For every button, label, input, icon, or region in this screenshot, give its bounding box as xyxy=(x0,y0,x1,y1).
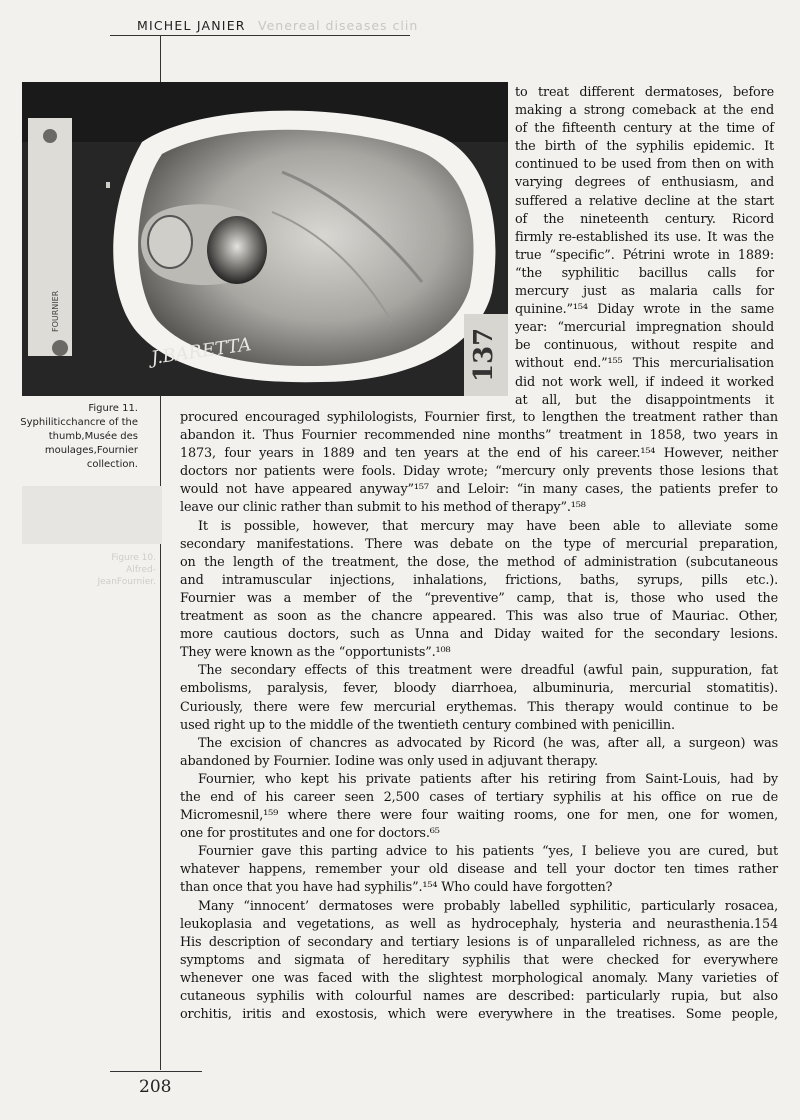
wide-text-line: Micromesnil,¹⁵⁹ where there were four waiting rooms, one for men, one for women, xyxy=(180,808,778,824)
artist-signature: J.BARETTA xyxy=(149,334,253,369)
wide-text-line: Fournier was a member of the “preventive” camp, that is, those who used the xyxy=(180,590,778,606)
wide-text-line: would not have appeared anyway”¹⁵⁷ and Leloir: “in many cases, the patients prefer to xyxy=(180,482,778,498)
narrow-text-line: “the syphilitic bacillus calls for xyxy=(515,265,774,281)
paragraph xyxy=(180,735,778,771)
narrow-text-line: quinine.”¹⁵⁴ Diday wrote in the same xyxy=(515,302,774,318)
wide-text-line: symptoms and sigmata of hereditary syphilis that were checked for everywhere xyxy=(180,952,778,968)
caption-line: Musée des moulages, xyxy=(44,431,138,456)
wide-text-line: one for prostitutes and one for doctors.⁶⁵ xyxy=(180,826,440,842)
narrow-text-line: the birth of the syphilis epidemic. It xyxy=(515,139,774,155)
wide-text-line: used right up to the middle of the twentieth century combined with penicillin. xyxy=(180,717,675,733)
paragraph xyxy=(180,771,778,843)
wide-text-line: whatever happens, remember your old disease and tell your doctor ten times rather xyxy=(180,862,778,878)
paragraph xyxy=(180,662,778,734)
wide-text-line: Many “innocent’ dermatoses were probably labelled syphilitic, particularly rosacea, xyxy=(198,898,778,914)
figure-caption xyxy=(20,402,138,472)
wide-text-line: Curiously, there were few mercurial erythemas. This therapy would continue to be xyxy=(180,699,778,715)
body-text-narrow-column xyxy=(515,84,774,410)
wide-text-line: leave our clinic rather than submit to his method of therapy”.¹⁵⁸ xyxy=(180,500,586,516)
wide-text-line: treatment as soon as the chancre appeared. This was also true of Mauriac. Other, xyxy=(180,609,778,625)
narrow-text-line: continued to be used from then on with xyxy=(515,157,774,173)
running-head: MICHEL JANIER xyxy=(137,18,246,33)
narrow-text-line: of the nineteenth century. Ricord xyxy=(515,211,774,227)
ghost-caption-line: Fournier. xyxy=(116,577,156,587)
wide-text-line: leukoplasia and vegetations, as well as hydrocephaly, hysteria and neurasthenia.154 xyxy=(180,916,778,932)
body-text-wide-column xyxy=(180,409,778,1024)
caption-line: Figure 11. Syphilitic xyxy=(20,403,138,428)
narrow-text-line: true “specific”. Pétrini wrote in 1889: xyxy=(515,247,774,263)
wide-text-line: They were known as the “opportunists”.¹⁰⁸ xyxy=(180,645,451,661)
ghost-running-head: Venereal diseases clin xyxy=(258,18,419,33)
narrow-text-line: varying degrees of enthusiasm, and xyxy=(515,175,774,191)
wide-text-line: Fournier gave this parting advice to his patients “yes, I believe you are cured, but xyxy=(198,844,778,860)
wide-text-line: Fournier, who kept his private patients after his retiring from Saint-Louis, had by xyxy=(198,771,778,787)
wide-text-line: secondary manifestations. There was debate on the type of mercurial preparation, xyxy=(180,536,778,552)
wide-text-line: orchitis, iritis and exostosis, which were everywhere in the treatises. Some people, xyxy=(180,1007,778,1023)
chancre-lesion xyxy=(207,216,267,284)
narrow-text-line: suffered a relative decline at the start xyxy=(515,193,774,209)
wide-text-line: His description of secondary and tertiary lesions is of unparalleled richness, as are the xyxy=(180,934,778,950)
wide-text-line: abandon it. Thus Fournier recommended nine months” treatment in 1858, two years in xyxy=(180,428,778,444)
paragraph xyxy=(180,843,778,897)
bleed-through-caption xyxy=(90,552,156,588)
museum-label xyxy=(28,118,72,356)
narrow-text-line: year: “mercurial impregnation should xyxy=(515,320,774,336)
wide-text-line: than once that you have had syphilis”.¹⁵⁴ Who could have forgotten? xyxy=(180,880,613,896)
narrow-text-line: without end.”¹⁵⁵ This mercurialisation xyxy=(515,356,774,372)
narrow-text-line: mercury just as malaria calls for xyxy=(515,284,774,300)
paragraph xyxy=(180,898,778,1025)
wide-text-line: The secondary effects of this treatment were dreadful (awful pain, suppuration, fat xyxy=(198,663,778,679)
wide-text-line: on the length of the treatment, the dose, the method of administration (subcutaneous xyxy=(180,554,778,570)
narrow-text-line: be continuous, without respite and xyxy=(515,338,774,354)
wide-text-line: embolisms, paralysis, fever, bloody diarrhoea, albuminuria, mercurial stomatitis). xyxy=(180,681,778,697)
figure-photograph xyxy=(22,82,508,396)
narrow-text-line: to treat different dermatoses, before xyxy=(515,85,774,100)
narrow-text-line: did not work well, if indeed it worked xyxy=(515,374,774,390)
narrow-text-line: at all, but the disappointments it xyxy=(515,392,774,408)
narrow-text-line: of the fifteenth century at the time of xyxy=(515,121,774,137)
wide-text-line: more cautious doctors, such as Unna and Diday waited for the secondary lesions. xyxy=(180,627,778,643)
bleed-through-block xyxy=(22,486,162,544)
wide-text-line: the end of his career seen 2,500 cases of tertiary syphilis at his office on rue de xyxy=(180,789,778,805)
wide-text-line: and intramuscular injections, inhalations, frictions, baths, syrups, pills etc.). xyxy=(180,572,778,588)
wide-text-line: 1873, four years in 1889 and ten years at the end of his career.¹⁵⁴ However, neither xyxy=(180,446,778,462)
label-side-text: FOURNIER xyxy=(51,290,60,332)
caption-line: Fournier collection. xyxy=(86,445,138,470)
paragraph xyxy=(180,518,778,663)
ghost-caption-line: Figure 10. Alfred-Jean xyxy=(97,553,156,587)
wide-text-line: procured encouraged syphilologists, Fournier first, to lengthen the treatment rather than xyxy=(180,410,778,425)
wide-text-line: It is possible, however, that mercury may have been able to alleviate some xyxy=(198,518,778,534)
wide-text-line: doctors nor patients were fools. Diday wrote; “mercury only prevents those lesions that xyxy=(180,464,778,480)
wide-text-line: cutaneous syphilis with colourful names are described: particularly rupia, but also xyxy=(180,989,778,1004)
narrow-text-line: firmly re-established its use. It was the xyxy=(515,229,774,245)
narrow-text-line: making a strong comeback at the end xyxy=(515,103,774,119)
paragraph xyxy=(180,409,778,518)
chancre-moulage-image xyxy=(22,82,508,396)
wide-text-line: abandoned by Fournier. Iodine was only used in adjuvant therapy. xyxy=(180,753,598,769)
header-rule xyxy=(110,35,410,36)
footer-rule xyxy=(110,1071,202,1072)
page-number: 208 xyxy=(139,1077,172,1097)
wide-text-line: The excision of chancres as advocated by Ricord (he was, after all, a surgeon) was xyxy=(198,735,778,751)
number-tag-text: 137 xyxy=(469,327,499,382)
wide-text-line: whenever one was faced with the slightest morphological anomaly. Many varieties of xyxy=(180,970,778,986)
caption-line: chancre of the thumb, xyxy=(48,417,138,442)
